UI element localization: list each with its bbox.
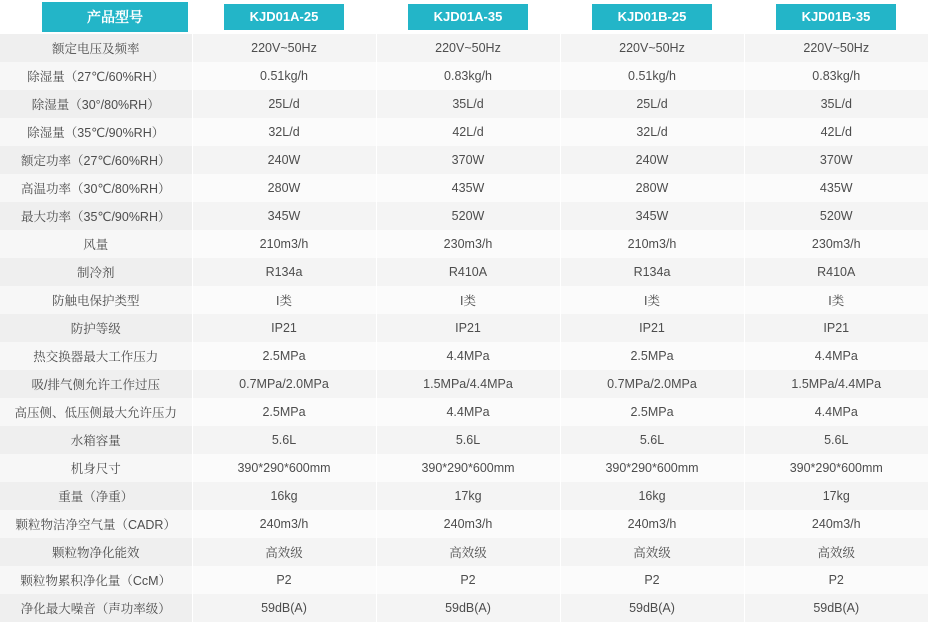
spec-value-cell: 390*290*600mm [560, 454, 744, 482]
spec-value-cell: 390*290*600mm [192, 454, 376, 482]
spec-label-cell: 额定功率（27℃/60%RH） [0, 146, 192, 174]
spec-value-cell: R134a [192, 258, 376, 286]
table-row [0, 314, 928, 342]
spec-label-cell: 最大功率（35℃/90%RH） [0, 202, 192, 230]
spec-label-cell: 防触电保护类型 [0, 286, 192, 314]
spec-label-cell: 颗粒物累积净化量（CcM） [0, 566, 192, 594]
header-model-cell-1 [192, 0, 376, 34]
spec-value-cell: 345W [560, 202, 744, 230]
spec-value-cell: 4.4MPa [744, 342, 928, 370]
spec-value-cell: I类 [744, 286, 928, 314]
spec-value-cell: 59dB(A) [560, 594, 744, 622]
spec-value-cell: 高效级 [192, 538, 376, 566]
spec-value-cell: I类 [192, 286, 376, 314]
spec-value-cell: 35L/d [376, 90, 560, 118]
spec-value-cell: 345W [192, 202, 376, 230]
table-row [0, 454, 928, 482]
spec-value-cell: 0.83kg/h [744, 62, 928, 90]
spec-label-cell: 高压侧、低压侧最大允许压力 [0, 398, 192, 426]
header-label-cell [0, 0, 192, 34]
spec-value-cell: 59dB(A) [192, 594, 376, 622]
table-row [0, 118, 928, 146]
spec-value-cell: 5.6L [376, 426, 560, 454]
spec-label-cell: 吸/排气侧允许工作过压 [0, 370, 192, 398]
spec-value-cell: 240m3/h [376, 510, 560, 538]
table-row [0, 370, 928, 398]
spec-label-cell: 除湿量（30°/80%RH） [0, 90, 192, 118]
spec-value-cell: 32L/d [192, 118, 376, 146]
spec-label-cell: 热交换器最大工作压力 [0, 342, 192, 370]
spec-label-cell: 额定电压及频率 [0, 34, 192, 62]
spec-value-cell: 16kg [560, 482, 744, 510]
spec-value-cell: 220V~50Hz [376, 34, 560, 62]
spec-value-cell: 0.7MPa/2.0MPa [560, 370, 744, 398]
spec-value-cell: 42L/d [744, 118, 928, 146]
spec-label-cell: 颗粒物洁净空气量（CADR） [0, 510, 192, 538]
spec-value-cell: 240m3/h [744, 510, 928, 538]
spec-value-cell: 240W [560, 146, 744, 174]
spec-value-cell: 0.7MPa/2.0MPa [192, 370, 376, 398]
table-row [0, 426, 928, 454]
spec-value-cell: 5.6L [744, 426, 928, 454]
table-row [0, 482, 928, 510]
header-label-text: 产品型号 [42, 2, 188, 32]
table-header-row [0, 0, 928, 34]
table-row [0, 566, 928, 594]
table-row [0, 398, 928, 426]
spec-label-cell: 水箱容量 [0, 426, 192, 454]
spec-value-cell: 高效级 [376, 538, 560, 566]
spec-value-cell: P2 [376, 566, 560, 594]
spec-value-cell: 220V~50Hz [744, 34, 928, 62]
spec-label-cell: 制冷剂 [0, 258, 192, 286]
spec-value-cell: 1.5MPa/4.4MPa [376, 370, 560, 398]
spec-value-cell: 4.4MPa [744, 398, 928, 426]
spec-label-cell: 颗粒物净化能效 [0, 538, 192, 566]
spec-value-cell: 390*290*600mm [744, 454, 928, 482]
spec-label-cell: 重量（净重） [0, 482, 192, 510]
spec-value-cell: 25L/d [192, 90, 376, 118]
table-row [0, 538, 928, 566]
spec-value-cell: IP21 [376, 314, 560, 342]
table-row [0, 90, 928, 118]
spec-value-cell: 5.6L [192, 426, 376, 454]
spec-label-cell: 除湿量（35℃/90%RH） [0, 118, 192, 146]
spec-value-cell: I类 [376, 286, 560, 314]
spec-value-cell: 59dB(A) [744, 594, 928, 622]
spec-value-cell: 59dB(A) [376, 594, 560, 622]
spec-value-cell: 0.83kg/h [376, 62, 560, 90]
table-row [0, 342, 928, 370]
spec-value-cell: 35L/d [744, 90, 928, 118]
spec-value-cell: 220V~50Hz [192, 34, 376, 62]
spec-value-cell: I类 [560, 286, 744, 314]
spec-value-cell: 4.4MPa [376, 398, 560, 426]
spec-value-cell: 240W [192, 146, 376, 174]
spec-value-cell: 210m3/h [560, 230, 744, 258]
spec-value-cell: 2.5MPa [560, 342, 744, 370]
spec-value-cell: 210m3/h [192, 230, 376, 258]
spec-value-cell: 520W [744, 202, 928, 230]
table-row [0, 230, 928, 258]
spec-value-cell: 390*290*600mm [376, 454, 560, 482]
spec-value-cell: 435W [376, 174, 560, 202]
spec-value-cell: 2.5MPa [560, 398, 744, 426]
spec-value-cell: 0.51kg/h [560, 62, 744, 90]
table-row [0, 258, 928, 286]
spec-value-cell: 42L/d [376, 118, 560, 146]
spec-label-cell: 高温功率（30℃/80%RH） [0, 174, 192, 202]
spec-value-cell: 高效级 [744, 538, 928, 566]
spec-value-cell: 4.4MPa [376, 342, 560, 370]
spec-value-cell: R410A [376, 258, 560, 286]
table-row [0, 174, 928, 202]
spec-value-cell: R134a [560, 258, 744, 286]
spec-value-cell: 1.5MPa/4.4MPa [744, 370, 928, 398]
spec-value-cell: 230m3/h [376, 230, 560, 258]
spec-value-cell: 2.5MPa [192, 342, 376, 370]
table-row [0, 34, 928, 62]
spec-value-cell: 17kg [376, 482, 560, 510]
spec-value-cell: 435W [744, 174, 928, 202]
spec-value-cell: 5.6L [560, 426, 744, 454]
spec-value-cell: 520W [376, 202, 560, 230]
model-name-2: KJD01A-35 [408, 4, 528, 30]
spec-value-cell: 0.51kg/h [192, 62, 376, 90]
spec-label-cell: 风量 [0, 230, 192, 258]
header-model-cell-3 [560, 0, 744, 34]
spec-value-cell: 280W [192, 174, 376, 202]
model-name-4: KJD01B-35 [776, 4, 896, 30]
spec-value-cell: 17kg [744, 482, 928, 510]
spec-value-cell: 16kg [192, 482, 376, 510]
spec-value-cell: 370W [744, 146, 928, 174]
spec-value-cell: P2 [744, 566, 928, 594]
spec-label-cell: 防护等级 [0, 314, 192, 342]
table-row [0, 510, 928, 538]
spec-value-cell: 240m3/h [560, 510, 744, 538]
spec-value-cell: 240m3/h [192, 510, 376, 538]
spec-value-cell: IP21 [744, 314, 928, 342]
table-row [0, 594, 928, 622]
spec-value-cell: IP21 [560, 314, 744, 342]
header-model-cell-4 [744, 0, 928, 34]
spec-value-cell: 25L/d [560, 90, 744, 118]
model-name-1: KJD01A-25 [224, 4, 344, 30]
spec-value-cell: IP21 [192, 314, 376, 342]
spec-value-cell: 32L/d [560, 118, 744, 146]
header-model-cell-2 [376, 0, 560, 34]
spec-label-cell: 除湿量（27℃/60%RH） [0, 62, 192, 90]
spec-value-cell: P2 [560, 566, 744, 594]
spec-label-cell: 净化最大噪音（声功率级） [0, 594, 192, 622]
table-row [0, 146, 928, 174]
spec-value-cell: 220V~50Hz [560, 34, 744, 62]
table-row [0, 202, 928, 230]
spec-value-cell: 230m3/h [744, 230, 928, 258]
spec-label-cell: 机身尺寸 [0, 454, 192, 482]
table-row [0, 286, 928, 314]
table-row [0, 62, 928, 90]
spec-value-cell: 高效级 [560, 538, 744, 566]
spec-value-cell: 280W [560, 174, 744, 202]
spec-value-cell: P2 [192, 566, 376, 594]
spec-value-cell: R410A [744, 258, 928, 286]
spec-value-cell: 370W [376, 146, 560, 174]
model-name-3: KJD01B-25 [592, 4, 712, 30]
spec-value-cell: 2.5MPa [192, 398, 376, 426]
